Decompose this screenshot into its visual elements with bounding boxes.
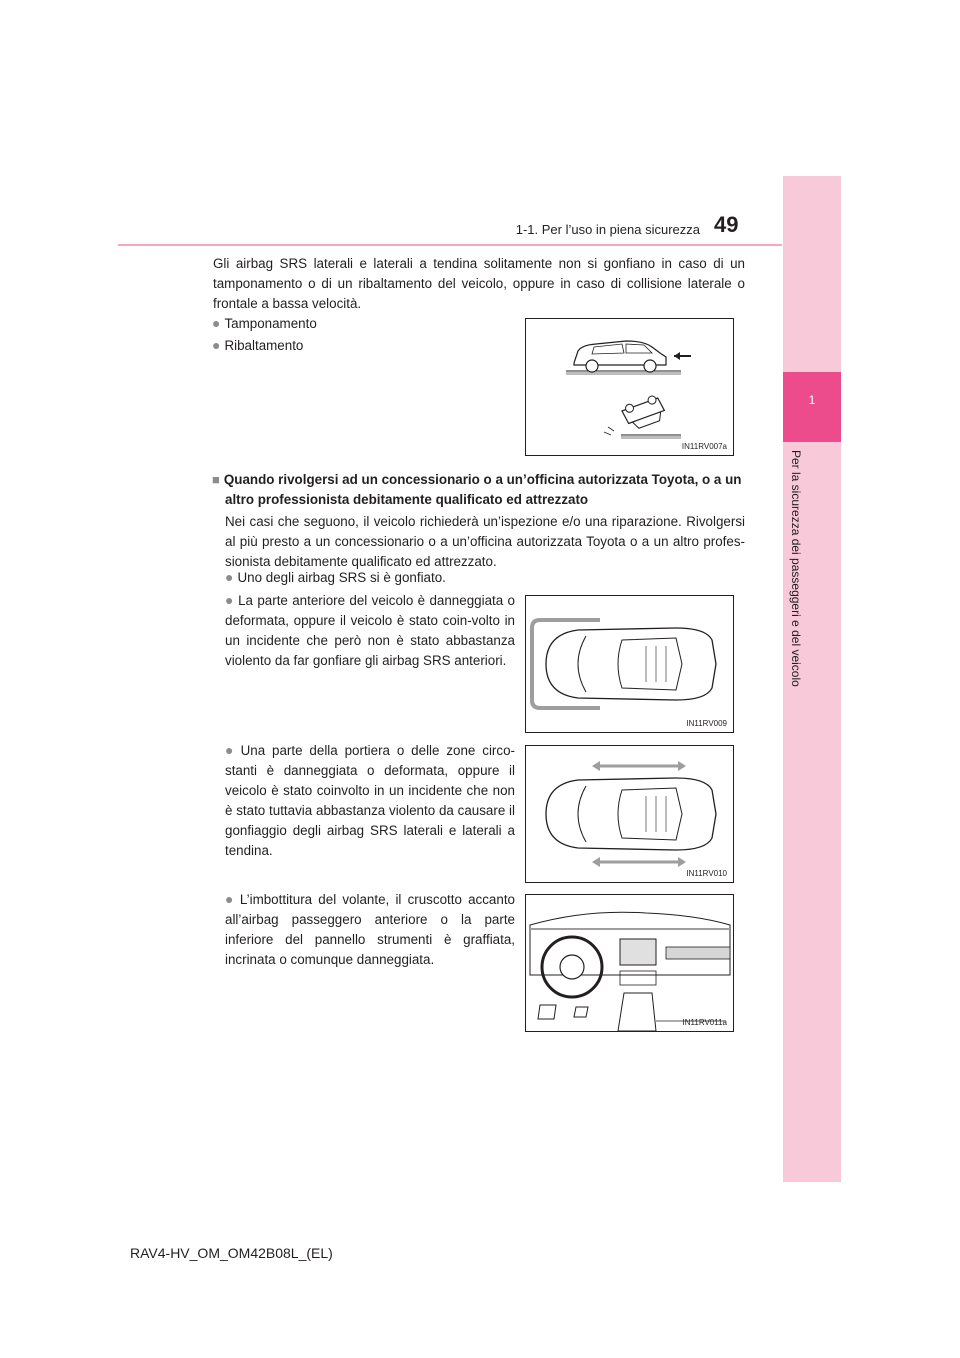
- header-divider: [118, 244, 782, 246]
- chapter-number-tab: 1: [783, 372, 841, 442]
- dashboard-illustration: [526, 895, 733, 1031]
- item-dashboard-damage: ● L’imbottitura del volante, il cruscotto accanto all’airbag passeggero anteriore o la parte inferiore del pannello strumenti è graffiata, incrinata o comunque danneggiata.: [225, 891, 515, 967]
- bullet-tamponamento: ● Tamponamento: [212, 315, 317, 331]
- figure-front-damage: [525, 595, 734, 733]
- bullet-airbag-inflated: ● Uno degli airbag SRS si è gonfiato.: [225, 569, 446, 585]
- page-number: 49: [714, 212, 739, 237]
- bullet-dot-icon: ●: [225, 569, 234, 585]
- figure-dashboard: [525, 894, 734, 1032]
- item-front-damage: ● La parte anteriore del veicolo è danneggiata o deformata, oppure il veicolo è stato coin-volto in un incidente che però non è stato abbastanza violento da far gonfiare gli airbag SRS anteriori.: [225, 592, 515, 668]
- item-door-damage: ● Una parte della portiera o delle zone circo-stanti è danneggiata o deformata, oppure il veicolo è stato coinvolto in un incidente che non è stato tuttavia abbastanza violento da causare il gonfiaggio degli airbag SRS laterali e laterali a tendina.: [225, 742, 515, 858]
- figure-rear-rollover: [525, 318, 734, 456]
- square-bullet-icon: ■: [212, 472, 220, 487]
- bullet-ribaltamento: ● Ribaltamento: [212, 337, 304, 353]
- bullet-dot-icon: ●: [212, 337, 221, 353]
- figure-code-label: IN11RV011a: [682, 1018, 727, 1027]
- car-top-front-illustration: [526, 596, 733, 732]
- bullet-dot-icon: ●: [225, 742, 237, 758]
- section-title: ■ Quando rivolgersi ad un concessionario o a un’officina autorizzata Toyota, o a un altro professionista debitamente qualificato ed attrezzato: [212, 472, 742, 507]
- bullet-dot-icon: ●: [225, 891, 236, 907]
- figure-code-label: IN11RV009: [686, 719, 727, 728]
- car-top-side-illustration: [526, 746, 733, 882]
- bullet-dot-icon: ●: [212, 315, 221, 331]
- section-paragraph: Nei casi che seguono, il veicolo richiederà un’ispezione e/o una riparazione. Rivolgersi al più presto a un concessionario o a un’officina autorizzata Toyota o a un altro profes-sionista debitamente qualificato ed attrezzato.: [225, 514, 745, 569]
- car-rear-rollover-illustration: [526, 319, 733, 455]
- bullet-dot-icon: ●: [225, 592, 235, 608]
- intro-paragraph: Gli airbag SRS laterali e laterali a tendina solitamente non si gonfiano in caso di un tamponamento o di un ribaltamento del veicolo, oppure in caso di collisione laterale o frontale a bassa velocità.: [213, 256, 745, 311]
- chapter-title-vertical: Per la sicurezza dei passeggeri e del veicolo: [789, 450, 803, 687]
- header-section-title: 1-1. Per l’uso in piena sicurezza: [515, 222, 700, 237]
- figure-code-label: IN11RV010: [686, 869, 727, 878]
- figure-side-damage: [525, 745, 734, 883]
- figure-code-label: IN11RV007a: [681, 442, 727, 451]
- document-code: RAV4-HV_OM_OM42B08L_(EL): [130, 1245, 333, 1261]
